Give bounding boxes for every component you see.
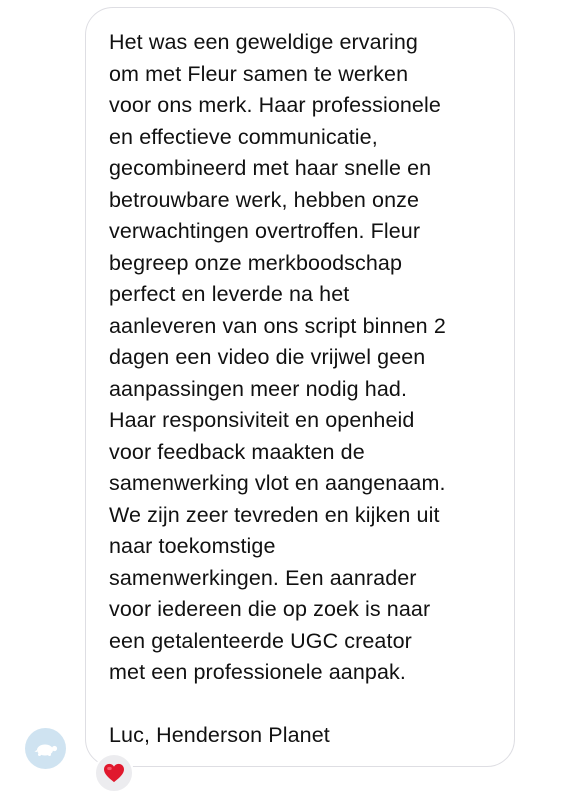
message-text: Het was een geweldige ervaring om met Fleur samen te werken voor ons merk. Haar professionele en effectieve communicatie, gecombineerd met haar snelle en betrouwbare werk, hebben onze verwachtingen overtroffen. Fleur begreep onze merkboodschap perfect en leverde na het aanleveren van ons script binnen 2 dagen een video die vrijwel geen aanpassingen meer nodig had. Haar responsiviteit en openheid voor feedback maakten de samenwerking vlot en aangenaam. We zijn zeer tevreden en kijken uit naar toekomstige samenwerkingen. Een aanrader voor iedereen die op zoek is naar een getalenteerde UGC creator met een professionele aanpak. (109, 30, 446, 684)
heart-reaction[interactable] (94, 753, 134, 793)
turtle-icon (34, 741, 58, 757)
message-signature: Luc, Henderson Planet (109, 723, 330, 747)
message-bubble[interactable] (85, 7, 515, 767)
sender-avatar[interactable] (25, 728, 66, 769)
heart-icon (103, 763, 125, 783)
